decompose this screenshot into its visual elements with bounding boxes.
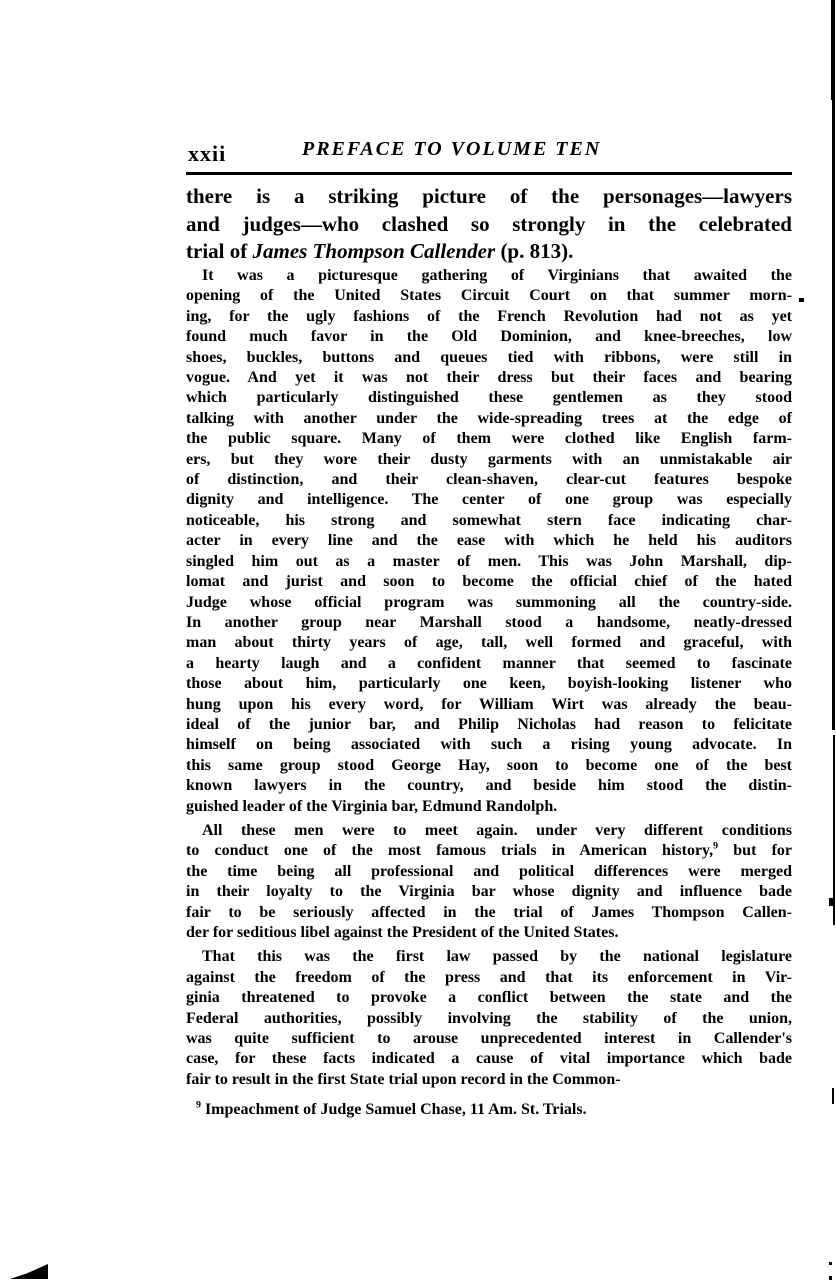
text-line: which particularly distinguished these gentlemen as they stood bbox=[186, 389, 792, 407]
text-line: fair to be seriously affected in the trial of James Thompson Callen- bbox=[186, 903, 792, 921]
text-line: against the freedom of the press and that its enforcement in Vir- bbox=[186, 968, 792, 986]
scan-corner-mark bbox=[10, 1264, 48, 1279]
text-line: der for seditious libel against the President of the United States. bbox=[186, 924, 619, 941]
text-line: ing, for the ugly fashions of the French Revolution had not as yet bbox=[186, 307, 792, 325]
text-line: In another group near Marshall stood a handsome, neatly-dressed bbox=[186, 613, 792, 631]
lead-paragraph bbox=[186, 183, 792, 266]
text-line: ers, but they wore their dusty garments with an unmistakable air bbox=[186, 450, 792, 468]
text-line: and judges—who clashed so strongly in the celebrated bbox=[186, 211, 792, 236]
text-line: hung upon his every word, for William Wirt was already the beau- bbox=[186, 695, 792, 713]
text-line: trial of James Thompson Callender (p. 813). bbox=[186, 239, 574, 263]
text-line: All these men were to meet again. under very different conditions bbox=[202, 821, 792, 839]
text-line: those about him, particularly one keen, boyish-looking listener who bbox=[186, 675, 792, 693]
text-line: That this was the first law passed by the national legislature bbox=[202, 948, 792, 966]
text-line: lomat and jurist and soon to become the official chief of the hated bbox=[186, 573, 792, 591]
text-line: fair to result in the first State trial upon record in the Common- bbox=[186, 1070, 621, 1088]
running-title: PREFACE TO VOLUME TEN bbox=[302, 138, 602, 160]
text-line: shoes, buckles, buttons and queues tied with ribbons, were still in bbox=[186, 348, 792, 366]
text-line: $^9$ Impeachment of Judge Samuel Chase, 11 Am. St. Trials. bbox=[196, 1099, 587, 1118]
text-line: man about thirty years of age, tall, well formed and graceful, with bbox=[186, 634, 792, 652]
scan-speck bbox=[829, 1276, 832, 1280]
scan-edge-line bbox=[832, 100, 835, 730]
page-number: xxii bbox=[188, 141, 227, 166]
header-rule bbox=[186, 172, 792, 175]
text-line: Federal authorities, possibly involving the stability of the union, bbox=[186, 1009, 792, 1027]
text-line: there is a striking picture of the personages—lawyers bbox=[186, 184, 792, 208]
text-line: himself on being associated with such a rising young advocate. In bbox=[186, 736, 792, 754]
text-line: known lawyers in the country, and beside him stood the distin- bbox=[186, 777, 792, 795]
scan-edge-line bbox=[831, 0, 835, 100]
text-line: was quite sufficient to arouse unprecedented interest in Callender's bbox=[186, 1030, 792, 1048]
text-line: to conduct one of the most famous trials in American history,$^9$ but for bbox=[186, 841, 793, 860]
text-line: talking with another under the wide-spreading trees at the edge of bbox=[186, 409, 792, 427]
paragraph-gathering bbox=[186, 266, 792, 817]
text-line: a hearty laugh and a confident manner that seemed to fascinate bbox=[186, 654, 792, 672]
text-line: dignity and intelligence. The center of one group was especially bbox=[186, 491, 792, 509]
scan-speck bbox=[799, 298, 804, 302]
text-line: vogue. And yet it was not their dress but their faces and bearing bbox=[186, 369, 792, 387]
text-line: case, for these facts indicated a cause of vital importance which bade bbox=[186, 1050, 792, 1068]
text-line: guished leader of the Virginia bar, Edmund Randolph. bbox=[186, 797, 558, 815]
text-line: singled him out as a master of men. This was John Marshall, dip- bbox=[186, 552, 792, 570]
page-header bbox=[186, 138, 792, 168]
text-line: ginia threatened to provoke a conflict between the state and the bbox=[186, 989, 792, 1007]
scan-speck bbox=[829, 1262, 832, 1265]
text-line: found much favor in the Old Dominion, and knee-breeches, low bbox=[186, 328, 792, 346]
text-line: this same group stood George Hay, soon to become one of the best bbox=[186, 756, 792, 774]
scan-speck bbox=[829, 898, 833, 906]
text-line: the public square. Many of them were clothed like English farm- bbox=[186, 430, 792, 448]
paragraph-meet-again bbox=[186, 821, 792, 943]
text-line: ideal of the junior bar, and Philip Nicholas had reason to felicitate bbox=[186, 715, 792, 733]
text-line: It was a picturesque gathering of Virginians that awaited the bbox=[202, 267, 792, 284]
text-line: opening of the United States Circuit Court on that summer morn- bbox=[186, 287, 792, 305]
text-line: the time being all professional and political differences were merged bbox=[186, 862, 792, 880]
scan-edge-line bbox=[833, 735, 835, 925]
text-line: of distinction, and their clean-shaven, clear-cut features bespoke bbox=[186, 471, 792, 489]
text-line: in their loyalty to the Virginia bar whose dignity and influence bade bbox=[186, 883, 792, 901]
text-line: Judge whose official program was summoning all the country-side. bbox=[186, 593, 792, 611]
body-text bbox=[186, 266, 792, 1090]
text-line: noticeable, his strong and somewhat stern face indicating char- bbox=[186, 511, 792, 529]
scan-edge-line bbox=[832, 1088, 834, 1104]
paragraph-first-law bbox=[186, 947, 792, 1090]
text-line: acter in every line and the ease with which he held his auditors bbox=[186, 532, 792, 550]
footnote bbox=[196, 1100, 792, 1120]
